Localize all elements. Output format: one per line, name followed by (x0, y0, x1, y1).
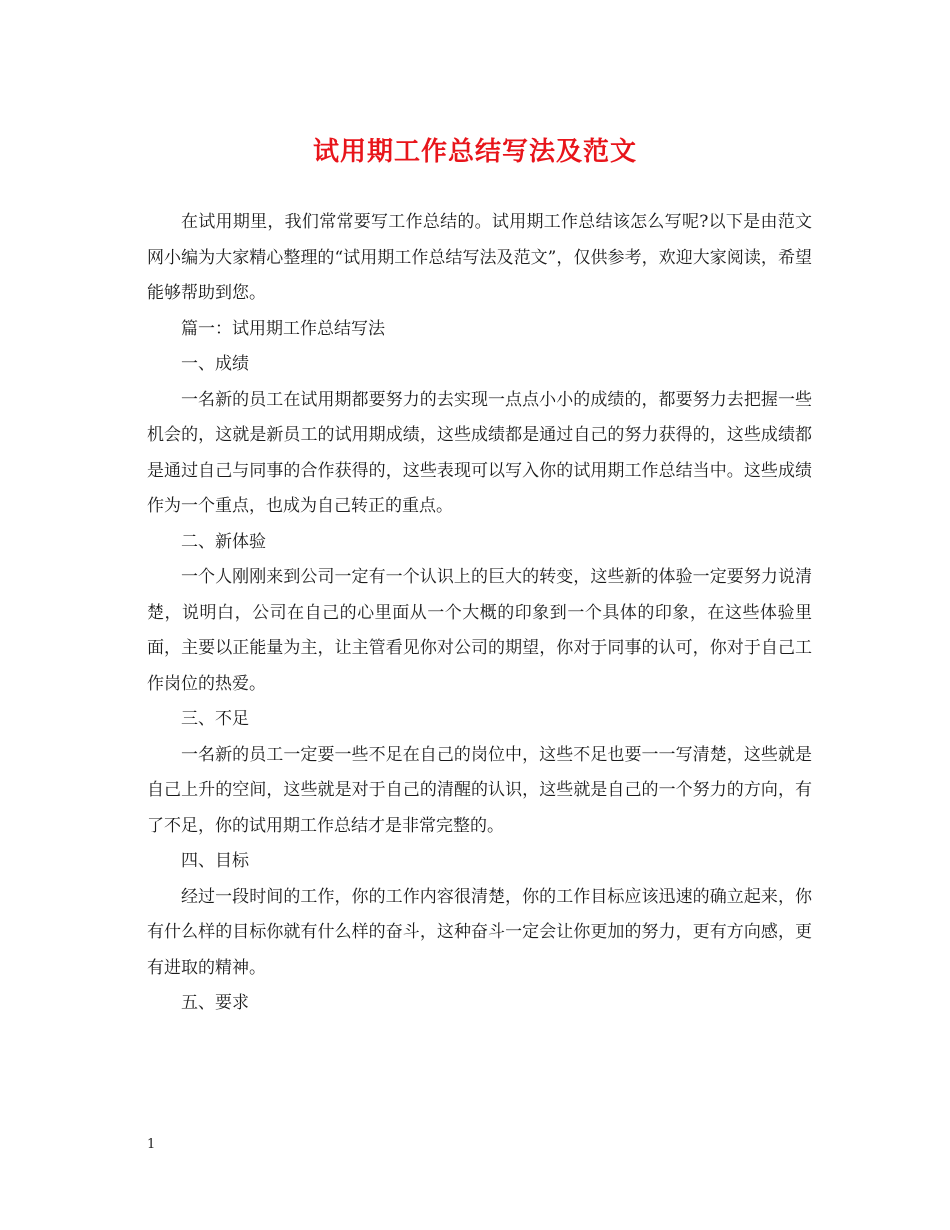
paragraph-new-experience: 一个人刚刚来到公司一定有一个认识上的巨大的转变，这些新的体验一定要努力说清楚，说明白，公司在自己的心里面从一个大概的印象到一个具体的印象，在这些体验里面，主要以正能量为主，让主管看见你对公司的期望，你对于同事的认可，你对于自己工作岗位的热爱。 (147, 567, 812, 694)
subheading-requirements: 五、要求 (181, 993, 249, 1013)
section-heading-part-one: 篇一：试用期工作总结写法 (181, 318, 385, 339)
document-body (147, 205, 812, 1022)
document-title: 试用期工作总结写法及范文 (312, 137, 637, 167)
subheading-achievements: 一、成绩 (181, 354, 249, 374)
subheading-new-experience: 二、新体验 (181, 531, 266, 552)
paragraph-shortcomings: 一名新的员工一定要一些不足在自己的岗位中，这些不足也要一一写清楚，这些就是自己上升的空间，这些就是对于自己的清醒的认识，这些就是自己的一个努力的方向，有了不足，你的试用期工作总结才是非常完整的。 (147, 744, 812, 836)
paragraph-achievements: 一名新的员工在试用期都要努力的去实现一点点小小的成绩的，都要努力去把握一些机会的，这就是新员工的试用期成绩，这些成绩都是通过自己的努力获得的，这些成绩都是通过自己与同事的合作获得的，这些表现可以写入你的试用期工作总结当中。这些成绩作为一个重点，也成为自己转正的重点。 (147, 389, 812, 516)
subheading-goals: 四、目标 (181, 851, 249, 871)
subheading-shortcomings: 三、不足 (181, 709, 249, 729)
paragraph-intro: 在试用期里，我们常常要写工作总结的。试用期工作总结该怎么写呢?以下是由范文网小编为大家精心整理的“试用期工作总结写法及范文”，仅供参考，欢迎大家阅读，希望能够帮助到您。 (147, 212, 812, 303)
page-number: 1 (147, 1137, 156, 1152)
paragraph-goals: 经过一段时间的工作，你的工作内容很清楚，你的工作目标应该迅速的确立起来，你有什么样的目标你就有什么样的奋斗，这种奋斗一定会让你更加的努力，更有方向感，更有进取的精神。 (147, 886, 812, 978)
